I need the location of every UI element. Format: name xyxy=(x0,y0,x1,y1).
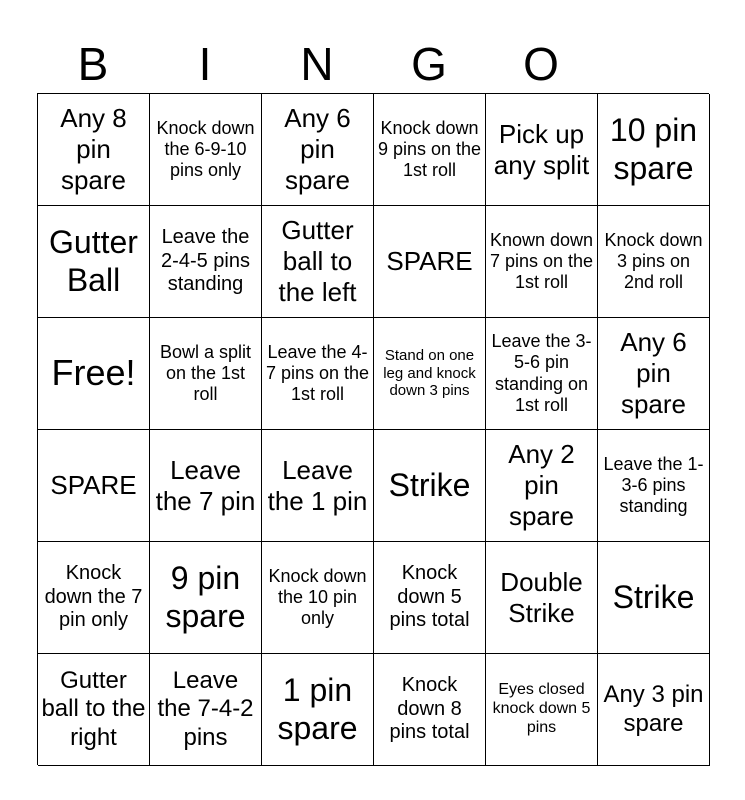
bingo-cell[interactable] xyxy=(38,430,150,542)
bingo-cell[interactable] xyxy=(150,318,262,430)
cell-text: Knock down the 10 pin only xyxy=(268,565,367,629)
cell-text: Free! xyxy=(51,352,136,394)
bingo-cell[interactable] xyxy=(598,94,710,206)
cell-text: Leave the 3-5-6 pin standing on 1st roll xyxy=(491,331,592,415)
cell-text: Pick up any split xyxy=(493,118,590,180)
cell-text: Double Strike xyxy=(500,566,583,628)
cell-text: Stand on one leg and knock down 3 pins xyxy=(383,346,476,400)
cell-text: Any 2 pin spare xyxy=(508,439,575,531)
cell-text: Bowl a split on the 1st roll xyxy=(159,341,252,405)
header-letter-o: O xyxy=(523,38,559,90)
cell-text: Any 8 pin spare xyxy=(60,103,127,195)
header-letter-b: B xyxy=(77,38,109,90)
cell-text: Leave the 7-4-2 pins xyxy=(157,667,254,751)
bingo-cell[interactable] xyxy=(150,94,262,206)
bingo-cell[interactable] xyxy=(38,542,150,654)
bingo-cell[interactable] xyxy=(598,654,710,766)
bingo-header xyxy=(37,36,709,92)
cell-text: Leave the 1 pin xyxy=(267,454,368,516)
bingo-cell[interactable] xyxy=(486,318,598,430)
bingo-cell[interactable] xyxy=(374,654,486,766)
cell-text: Eyes closed knock down 5 pins xyxy=(492,681,591,736)
cell-text: Known down 7 pins on the 1st roll xyxy=(489,229,594,293)
bingo-cell[interactable] xyxy=(374,430,486,542)
cell-text: Knock down 8 pins total xyxy=(389,674,470,744)
bingo-cell[interactable] xyxy=(262,94,374,206)
bingo-cell[interactable] xyxy=(150,654,262,766)
cell-text: Leave the 2-4-5 pins standing xyxy=(161,226,250,296)
bingo-cell[interactable] xyxy=(150,430,262,542)
bingo-cell[interactable] xyxy=(38,318,150,430)
bingo-cell[interactable] xyxy=(486,430,598,542)
bingo-cell[interactable] xyxy=(486,94,598,206)
bingo-cell[interactable] xyxy=(598,542,710,654)
cell-text: 9 pin spare xyxy=(165,559,246,634)
bingo-cell[interactable] xyxy=(262,206,374,318)
bingo-card-grid xyxy=(37,93,709,765)
bingo-cell[interactable] xyxy=(38,206,150,318)
cell-text: Leave the 7 pin xyxy=(155,454,256,516)
cell-text: Any 6 pin spare xyxy=(284,103,351,195)
bingo-cell[interactable] xyxy=(486,542,598,654)
cell-text: Gutter ball to the left xyxy=(278,215,357,307)
cell-text: Strike xyxy=(388,466,471,503)
cell-text: 1 pin spare xyxy=(277,671,358,746)
cell-text: Knock down the 6-9-10 pins only xyxy=(156,117,255,181)
bingo-cell[interactable] xyxy=(262,318,374,430)
bingo-cell[interactable] xyxy=(486,206,598,318)
cell-text: Leave the 1-3-6 pins standing xyxy=(603,453,704,517)
cell-text: Gutter Ball xyxy=(49,223,138,298)
cell-text: Knock down 5 pins total xyxy=(389,562,470,632)
cell-text: Any 3 pin spare xyxy=(603,681,704,737)
bingo-cell[interactable] xyxy=(598,206,710,318)
bingo-cell[interactable] xyxy=(38,654,150,766)
cell-text: Strike xyxy=(612,578,695,615)
bingo-cell[interactable] xyxy=(374,94,486,206)
bingo-cell[interactable] xyxy=(38,94,150,206)
bingo-cell[interactable] xyxy=(374,206,486,318)
cell-text: Gutter ball to the right xyxy=(41,667,146,751)
bingo-cell[interactable] xyxy=(374,542,486,654)
cell-text: Any 6 pin spare xyxy=(620,327,687,419)
bingo-cell[interactable] xyxy=(262,654,374,766)
header-letter-n: N xyxy=(300,38,334,90)
cell-text: SPARE xyxy=(386,246,473,277)
header-letter-i: I xyxy=(198,38,212,90)
header-spacer xyxy=(597,36,709,92)
bingo-cell[interactable] xyxy=(262,430,374,542)
bingo-cell[interactable] xyxy=(262,542,374,654)
header-letter-g: G xyxy=(411,38,447,90)
cell-text: Leave the 4-7 pins on the 1st roll xyxy=(265,341,370,405)
bingo-cell[interactable] xyxy=(598,318,710,430)
bingo-cell[interactable] xyxy=(486,654,598,766)
cell-text: Knock down 9 pins on the 1st roll xyxy=(377,117,482,181)
cell-text: 10 pin spare xyxy=(609,111,698,186)
bingo-cell[interactable] xyxy=(374,318,486,430)
bingo-cell[interactable] xyxy=(150,206,262,318)
bingo-cell[interactable] xyxy=(150,542,262,654)
bingo-cell[interactable] xyxy=(598,430,710,542)
cell-text: SPARE xyxy=(50,470,137,501)
cell-text: Knock down 3 pins on 2nd roll xyxy=(604,229,703,293)
cell-text: Knock down the 7 pin only xyxy=(44,562,143,632)
